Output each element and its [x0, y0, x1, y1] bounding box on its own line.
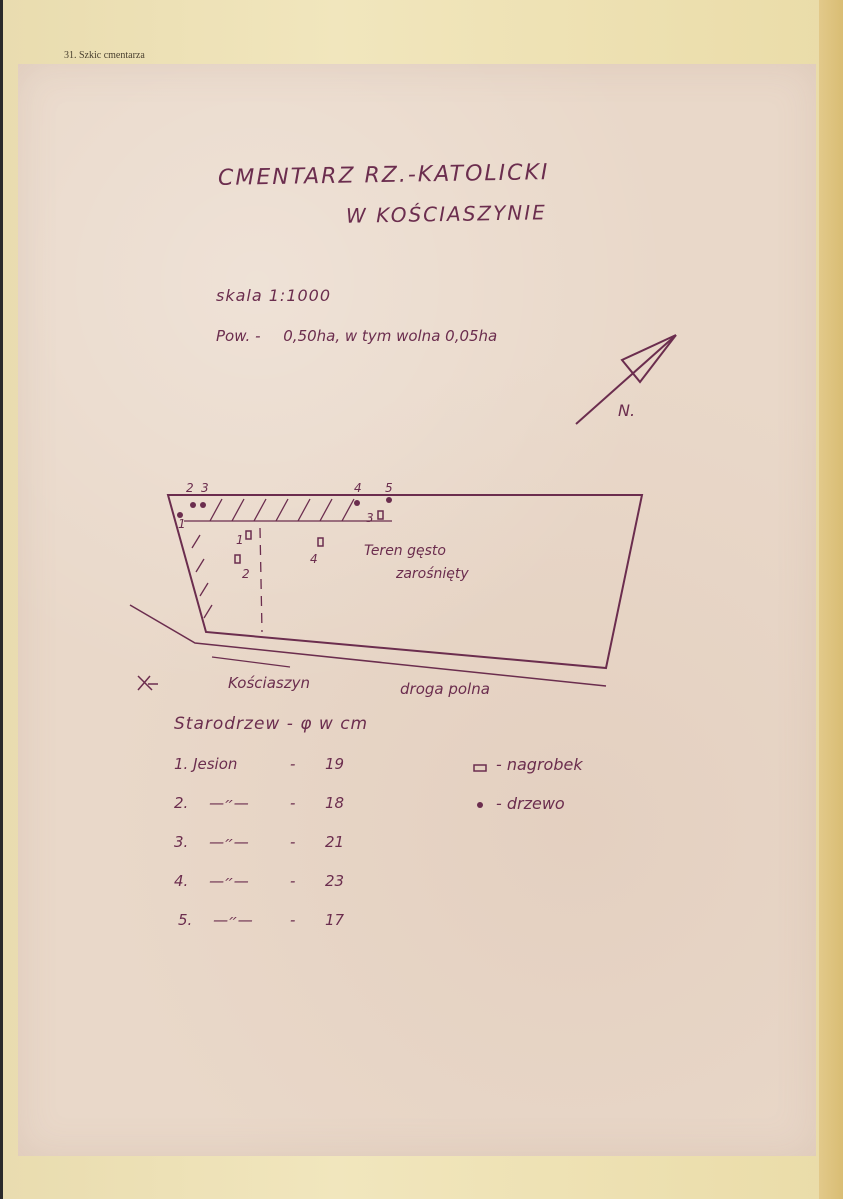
legend-tree: - drzewo	[496, 794, 565, 813]
area-value: 0,50ha, w tym wolna 0,05ha	[283, 327, 498, 345]
legend-grave-symbol	[474, 765, 486, 771]
tree-dash: -	[290, 833, 296, 851]
tree-value: 23	[325, 872, 345, 890]
tree-num: 5.	[178, 911, 193, 929]
point-label-5: 5	[385, 481, 393, 495]
overgrown-hatching	[180, 495, 392, 618]
dashed-path-line	[260, 528, 262, 632]
tree-row	[174, 833, 249, 851]
grave-markers	[235, 511, 383, 563]
grave-label-2: 2	[242, 567, 250, 581]
road-tick	[212, 657, 290, 667]
tree-num: 3.	[174, 833, 189, 851]
title-line-2: W KOŚCIASZYNIE	[345, 200, 548, 228]
legend-grave: - nagrobek	[496, 755, 583, 774]
tree-dash: -	[290, 872, 296, 890]
tree-dash: -	[290, 911, 296, 929]
tree-name: Jesion	[193, 755, 238, 773]
area-label: Pow. -	[216, 327, 261, 345]
tree-value: 18	[325, 794, 345, 812]
tree-row	[178, 911, 253, 929]
north-label: N.	[618, 401, 636, 420]
tree-dash: -	[290, 755, 296, 773]
tree-value: 19	[325, 755, 345, 773]
point-label-4: 4	[354, 481, 362, 495]
tree-row	[174, 794, 249, 812]
tree-row	[174, 872, 249, 890]
tree-num: 4.	[174, 872, 189, 890]
page-caption: 31. Szkic cmentarza	[64, 50, 145, 61]
trees-heading: Starodrzew - φ w cm	[174, 714, 369, 734]
tree-num: 2.	[174, 794, 189, 812]
cross-mark-icon	[138, 676, 158, 690]
overgrown-label-2: zarośnięty	[396, 566, 469, 582]
grave-label-1: 1	[236, 533, 244, 547]
grave-label-4: 4	[310, 552, 318, 566]
tree-num: 1.	[174, 755, 189, 773]
overgrown-label-1: Teren gęsto	[364, 543, 446, 559]
scale-label: skala 1:1000	[216, 286, 332, 305]
point-label-3: 3	[201, 481, 209, 495]
tree-name: —״—	[213, 911, 253, 929]
point-label-1: 1	[178, 517, 186, 531]
title-line-1: CMENTARZ RZ.-KATOLICKI	[217, 160, 550, 191]
tree-dash: -	[290, 794, 296, 812]
tree-row	[174, 755, 237, 773]
road-label: droga polna	[400, 680, 490, 698]
point-label-2: 2	[186, 481, 194, 495]
tree-name: —״—	[209, 872, 249, 890]
tree-value: 17	[325, 911, 345, 929]
village-label: Kościaszyn	[228, 674, 310, 692]
grave-label-3: 3	[366, 511, 374, 525]
tree-value: 21	[325, 833, 345, 851]
tree-name: —״—	[209, 794, 249, 812]
tree-name: —״—	[209, 833, 249, 851]
